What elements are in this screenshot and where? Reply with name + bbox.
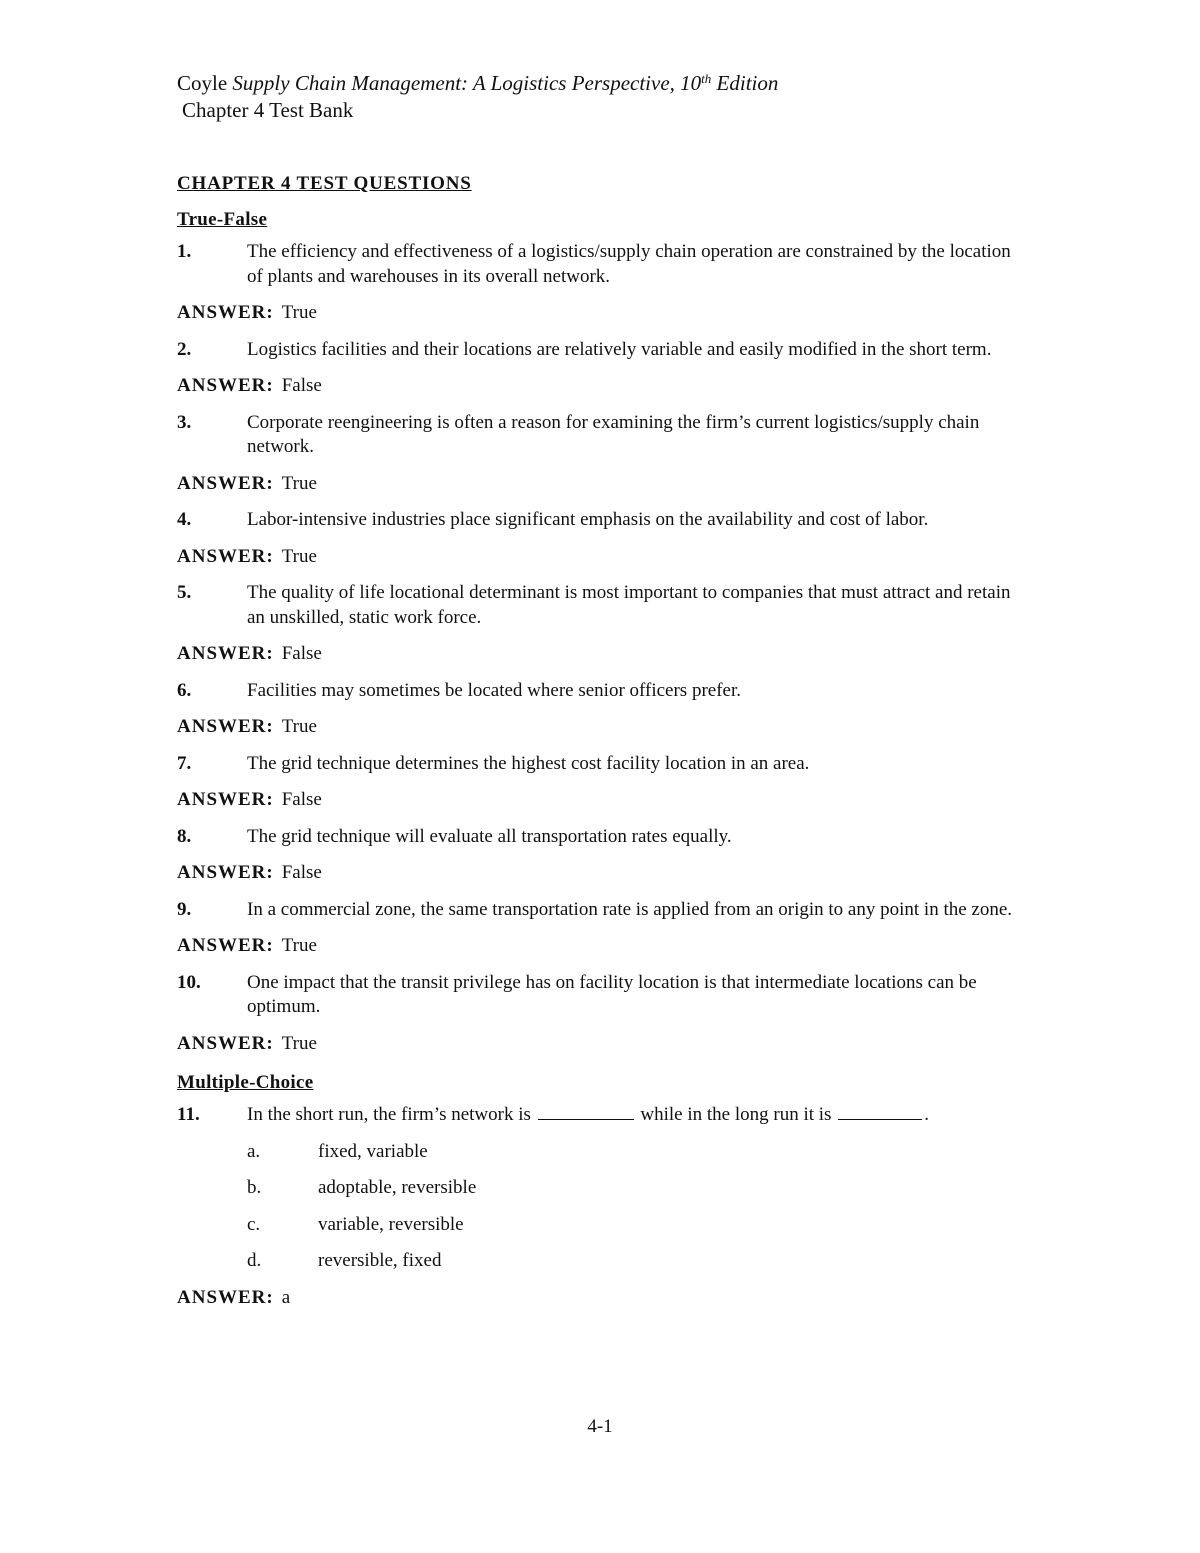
header-edition-sup: th — [701, 71, 712, 86]
answer-blank — [838, 1118, 922, 1120]
answer-value: a — [281, 1286, 291, 1308]
question-item — [177, 240, 1037, 301]
question-text — [247, 1103, 1022, 1128]
answer-line — [177, 934, 1037, 971]
header-book-title: Supply Chain Management: A Logistics Perspective, 10 — [232, 71, 702, 95]
answer-value: True — [281, 302, 317, 323]
answer-label: ANSWER: — [177, 862, 274, 883]
question-number: 3. — [177, 411, 192, 433]
answer-line — [177, 642, 1037, 679]
question-text: One impact that the transit privilege has on facility location is that intermediate locations can be optimum. — [247, 971, 977, 1017]
answer-label: ANSWER: — [177, 789, 274, 810]
question-text: The grid technique determines the highest cost facility location in an area. — [247, 752, 810, 774]
answer-line — [177, 861, 1037, 898]
answer-value: True — [281, 935, 317, 956]
question-number: 5. — [177, 582, 192, 603]
page-number: 4-1 — [587, 1416, 613, 1437]
question-number: 2. — [177, 338, 192, 360]
answer-line — [177, 715, 1037, 752]
question-text: Logistics facilities and their locations are relatively variable and easily modified in the short term. — [247, 338, 992, 360]
question-item — [177, 752, 1037, 789]
answer-label: ANSWER: — [177, 375, 274, 396]
answer-value: False — [281, 862, 322, 883]
answer-value: False — [281, 643, 322, 664]
answer-value: False — [281, 789, 322, 810]
answer-label: ANSWER: — [177, 1032, 274, 1054]
multiple-choice-list — [177, 1103, 1037, 1322]
header-subtitle: Chapter 4 Test Bank — [182, 98, 354, 122]
question-number: 8. — [177, 825, 192, 847]
choice-option — [177, 1213, 1037, 1250]
answer-label: ANSWER: — [177, 302, 274, 323]
answer-label: ANSWER: — [177, 545, 274, 567]
answer-line — [177, 545, 1037, 582]
question-text: Labor-intensive industries place significant emphasis on the availability and cost of labor. — [247, 509, 929, 530]
question-number: 11. — [177, 1104, 200, 1125]
question-text: The quality of life locational determinant is most important to companies that must attract and retain an unskilled, static work force. — [247, 582, 1011, 628]
question-text: The efficiency and effectiveness of a logistics/supply chain operation are constrained by the location of plants and warehouses in its overall network. — [247, 241, 1011, 287]
question-text-part1: In the short run, the firm’s network is — [247, 1104, 531, 1125]
choice-option — [177, 1249, 1037, 1286]
chapter-title: CHAPTER 4 TEST QUESTIONS — [177, 173, 472, 194]
question-number: 7. — [177, 752, 192, 774]
answer-label: ANSWER: — [177, 472, 274, 494]
answer-line — [177, 788, 1037, 825]
header-edition-word: Edition — [716, 71, 779, 95]
section-title-multiple-choice: Multiple-Choice — [177, 1072, 314, 1093]
answer-label: ANSWER: — [177, 935, 274, 956]
question-number: 4. — [177, 509, 192, 530]
question-item — [177, 971, 1037, 1032]
answer-blank — [538, 1118, 634, 1120]
answer-value: True — [281, 472, 317, 494]
question-item — [177, 581, 1037, 642]
answer-line — [177, 301, 1037, 338]
option-text: variable, reversible — [318, 1213, 464, 1235]
question-text-part2: while in the long run it is — [640, 1104, 832, 1125]
question-text: The grid technique will evaluate all transportation rates equally. — [247, 825, 732, 847]
option-letter: c. — [247, 1213, 261, 1235]
choice-option — [177, 1140, 1037, 1177]
answer-label: ANSWER: — [177, 1286, 274, 1308]
question-item — [177, 338, 1037, 375]
header-title-line — [177, 70, 778, 97]
question-text-end: . — [924, 1104, 929, 1125]
option-text: reversible, fixed — [318, 1250, 442, 1271]
question-number: 9. — [177, 898, 192, 920]
answer-label: ANSWER: — [177, 643, 274, 664]
option-letter: d. — [247, 1250, 262, 1271]
option-letter: a. — [247, 1140, 261, 1162]
question-text: Corporate reengineering is often a reason for examining the firm’s current logistics/supply chain network. — [247, 411, 980, 457]
choice-option — [177, 1176, 1037, 1213]
answer-line — [177, 374, 1037, 411]
question-text: Facilities may sometimes be located where senior officers prefer. — [247, 679, 741, 701]
question-item — [177, 1103, 1037, 1140]
answer-line — [177, 472, 1037, 509]
section-title-true-false: True-False — [177, 209, 268, 230]
test-content — [177, 169, 1037, 1322]
question-item — [177, 898, 1037, 935]
answer-label: ANSWER: — [177, 716, 274, 737]
question-item — [177, 411, 1037, 472]
question-item — [177, 679, 1037, 716]
question-number: 10. — [177, 971, 201, 993]
question-number: 6. — [177, 679, 192, 701]
option-letter: b. — [247, 1177, 262, 1198]
option-text: adoptable, reversible — [318, 1177, 477, 1198]
page-header — [177, 70, 778, 124]
question-number: 1. — [177, 241, 192, 262]
true-false-list — [177, 240, 1037, 1068]
question-item — [177, 508, 1037, 545]
answer-value: True — [281, 716, 317, 737]
question-text: In a commercial zone, the same transportation rate is applied from an origin to any point in the zone. — [247, 898, 1013, 920]
answer-line — [177, 1032, 1037, 1069]
option-text: fixed, variable — [318, 1140, 428, 1162]
answer-value: True — [281, 1032, 317, 1054]
header-author: Coyle — [177, 71, 228, 95]
answer-value: True — [281, 545, 317, 567]
question-item — [177, 825, 1037, 862]
answer-line — [177, 1286, 1037, 1323]
answer-value: False — [281, 375, 322, 396]
